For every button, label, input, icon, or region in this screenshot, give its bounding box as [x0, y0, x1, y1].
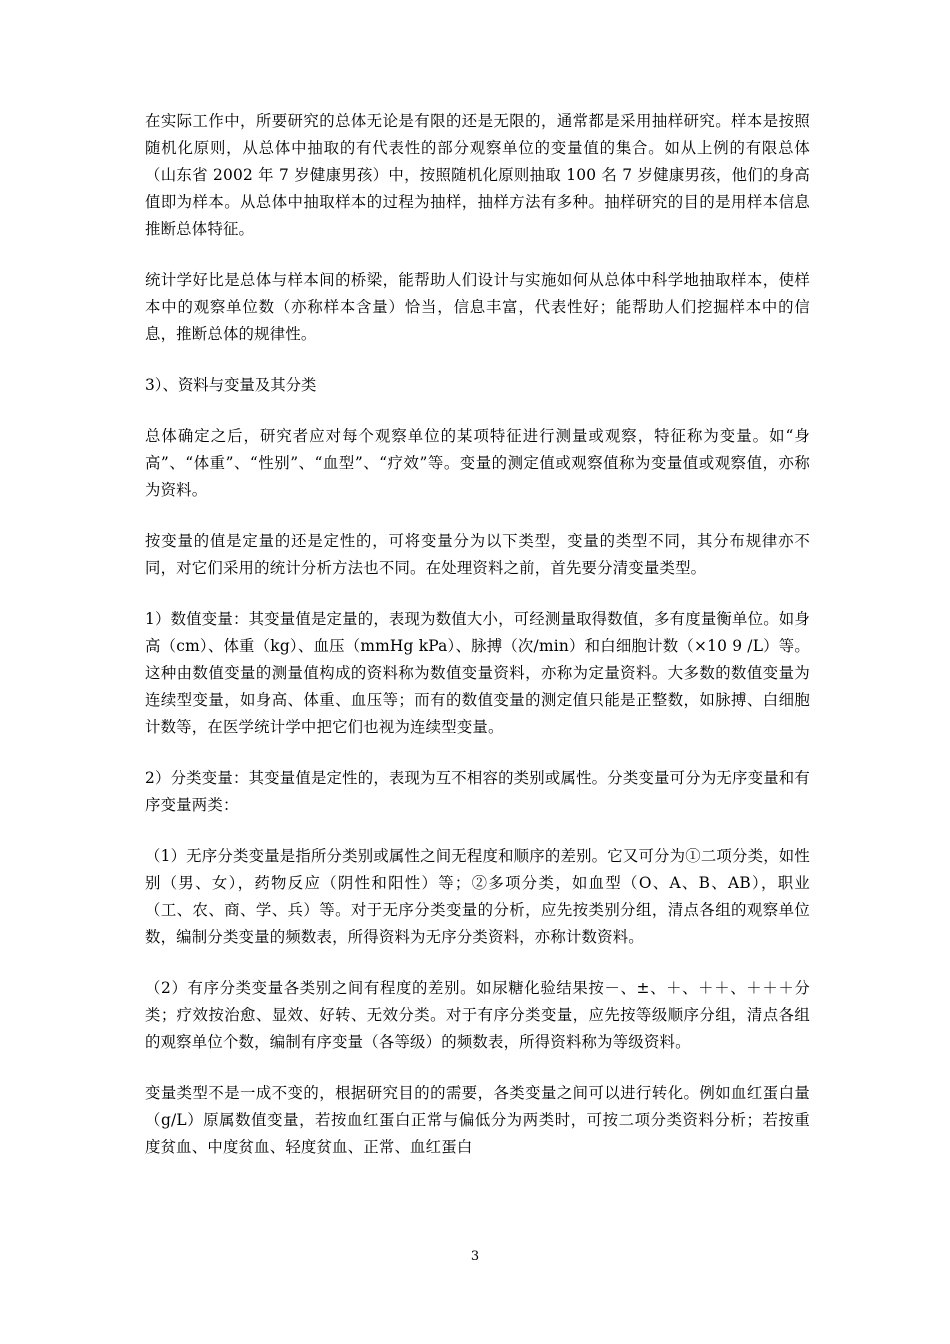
paragraph-variables: 总体确定之后，研究者应对每个观察单位的某项特征进行测量或观察，特征称为变量。如“身高”、“体重”、“性别”、“血型”、“疗效”等。变量的测定值或观察值称为变量值或观察值，亦称为资料。 — [145, 427, 810, 499]
document-body — [145, 108, 810, 1185]
paragraph-unordered-categorical: （1）无序分类变量是指所分类别或属性之间无程度和顺序的差别。它又可分为①二项分类，如性别（男、女），药物反应（阴性和阳性）等；②多项分类，如血型（O、A、B、AB），职业（工、农、商、学、兵）等。对于无序分类变量的分析，应先按类别分组，清点各组的观察单位数，编制分类变量的频数表，所得资料为无序分类资料，亦称计数资料。 — [145, 847, 810, 946]
paragraph-variable-types: 按变量的值是定量的还是定性的，可将变量分为以下类型，变量的类型不同，其分布规律亦不同，对它们采用的统计分析方法也不同。在处理资料之前，首先要分清变量类型。 — [145, 532, 810, 577]
page-number: 3 — [470, 1249, 480, 1264]
paragraph-sampling: 在实际工作中，所要研究的总体无论是有限的还是无限的，通常都是采用抽样研究。样本是按照随机化原则，从总体中抽取的有代表性的部分观察单位的变量值的集合。如从上例的有限总体（山东省 2002 年 7 岁健康男孩）中，按照随机化原则抽取 100 名 7 岁健康男孩，他们的身高值即为样本。从总体中抽取样本的过程为抽样，抽样方法有多种。抽样研究的目的是用样本信息推断总体特征。 — [145, 112, 810, 238]
paragraph-ordered-categorical: （2）有序分类变量各类别之间有程度的差别。如尿糖化验结果按－、±、＋、＋＋、＋＋＋分类；疗效按治愈、显效、好转、无效分类。对于有序分类变量，应先按等级顺序分组，清点各组的观察单位个数，编制有序变量（各等级）的频数表，所得资料称为等级资料。 — [145, 979, 810, 1051]
paragraph-categorical-variables: 2）分类变量：其变量值是定性的，表现为互不相容的类别或属性。分类变量可分为无序变量和有序变量两类： — [145, 769, 810, 814]
paragraph-variable-conversion: 变量类型不是一成不变的，根据研究目的的需要，各类变量之间可以进行转化。例如血红蛋白量（g/L）原属数值变量，若按血红蛋白正常与偏低分为两类时，可按二项分类资料分析；若按重度贫血、中度贫血、轻度贫血、正常、血红蛋白 — [145, 1084, 810, 1156]
paragraph-numeric-variables: 1）数值变量：其变量值是定量的，表现为数值大小，可经测量取得数值，多有度量衡单位。如身高（cm）、体重（kg）、血压（mmHg kPa）、脉搏（次/min）和白细胞计数（×10 9 /L）等。这种由数值变量的测量值构成的资料称为数值变量资料，亦称为定量资料。大多数的数值变量为连续型变量，如身高、体重、血压等；而有的数值变量的测定值只能是正整数，如脉搏、白细胞计数等，在医学统计学中把它们也视为连续型变量。 — [145, 610, 810, 736]
paragraph-statistics-bridge: 统计学好比是总体与样本间的桥梁，能帮助人们设计与实施如何从总体中科学地抽取样本，使样本中的观察单位数（亦称样本含量）恰当，信息丰富，代表性好；能帮助人们挖掘样本中的信息，推断总体的规律性。 — [145, 271, 810, 343]
section-heading: 3）、资料与变量及其分类 — [145, 376, 317, 394]
